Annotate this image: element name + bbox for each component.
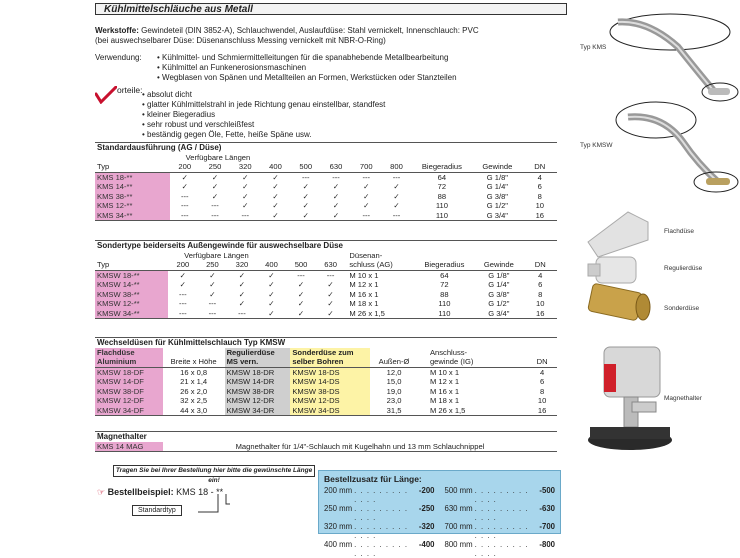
availability-mark: ✓ [332,182,340,191]
availability-mark: ✓ [242,191,249,201]
caption-regulierduese: Regulierdüse [664,265,703,272]
availability-mark: ✓ [297,289,305,299]
list-item: • sehr robust und verschleißfest [142,120,255,129]
werkstoffe-label: Werkstoffe: [95,26,139,35]
availability-mark: ✓ [181,182,188,191]
availability-mark: --- [362,172,371,182]
list-item: • Kühlmittel an Funkenerosionsmaschinen [157,63,307,72]
availability-mark: --- [180,201,189,210]
table-row: KMSW 14-** ✓ ✓ ✓ ✓ ✓ ✓ M 12 x 1 72 G 1/4" 6 [97,280,543,289]
kms-hose-image [610,14,738,101]
type-code: KMS 14-** [95,182,170,192]
length-code-row: 800 mm . . . . . . . . . . . . . -800 [444,540,555,558]
availability-mark: --- [297,270,305,280]
availability-mark: ✓ [179,280,187,289]
caption-kms: Typ KMS [580,44,607,51]
availability-mark: ✓ [272,201,279,210]
availability-mark: --- [326,270,335,280]
availability-mark: --- [198,309,228,319]
availability-mark: ✓ [272,191,279,201]
availability-mark: ✓ [211,182,219,191]
vorteile-label: orteile: [117,85,143,95]
availability-mark: ✓ [242,182,249,191]
flachduese-image [588,212,648,257]
caption-kmsw: Typ KMSW [580,142,613,149]
length-code-row: 500 mm . . . . . . . . . . . . . -500 [444,486,555,504]
availability-mark: ✓ [302,191,309,201]
availability-mark: ✓ [332,201,340,210]
magnethalter-code: KMS 14 MAG [95,442,163,452]
availability-mark: ✓ [297,299,305,308]
availability-mark: ✓ [316,309,346,319]
type-code: KMSW 18-** [95,270,168,280]
regulierduese-code: KMSW 14-DR [225,377,291,387]
availability-mark: ✓ [363,201,370,210]
section-title: Wechseldüsen für Kühlmittelschlauch Typ KMSW [95,338,557,348]
sondertype-table: Sondertype beiderseits Außengewinde für auswechselbare Düse Verfügbare Längen Düsenan- Typ 200 250 320 400 500 630 schluss (AG) Biegeradius Gewinde DN KMSW 18-** ✓ ✓ ✓ ✓ --- --- M 10 x 1 64 G 1/8" 4 KMSW 14-** ✓ ✓ ✓ ✓ ✓ ✓ M 12 x 1 72 G 1/4" 6 KMSW 38-** --- ✓ ✓ ✓ ✓ ✓ M 16 x 1 88 G 3/8" 8 KMSW 12-** --- --- ✓ ✓ ✓ ✓ M 18 x 1 110 G 1/2" 10 KMSW 34-** --- --- --- ✓ ✓ ✓ M 26 x 1,5 110 G 3/4" 16 [95,240,557,319]
vorteile-heading [95,86,143,104]
table-row: KMS 34-** --- --- --- ✓ ✓ ✓ --- --- 110 G 3/4" 16 [95,211,557,221]
availability-mark: --- [200,211,230,221]
availability-mark: ✓ [238,289,246,299]
typ-label: Typ [97,162,110,171]
section-title: Sondertype beiderseits Außengewinde für auswechselbare Düse [95,241,557,251]
vorteile-list [142,90,385,140]
bestellbeispiel: ☞ Bestellbeispiel: KMS 18 - ** [97,487,224,497]
flachduese-code: KMSW 34-DF [95,406,163,416]
wechselduesen-table: Wechseldüsen für Kühlmittelschlauch Typ KMSW Flachdüse Regulierdüse Sonderdüse zum Anschluss- Aluminium Breite x Höhe MS vern. selber Bohren Außen-Ø gewinde (IG) DN KMSW 18-DF 16 x 0,8 KMSW 18-DR KMSW 18-DS 12,0 M 10 x 1 4 KMSW 14-DF 21 x 1,4 KMSW 14-DR KMSW 14-DS 15,0 M 12 x 1 6 KMSW 38-DF 26 x 2,0 KMSW 38-DR KMSW 38-DS 19,0 M 16 x 1 8 KMSW 12-DF 32 x 2,5 KMSW 12-DR KMSW 12-DS 23,0 M 18 x 1 10 KMSW 34-DF 44 x 3,0 KMSW 34-DR KMSW 34-DS 31,5 M 26 x 1,5 16 [95,337,557,416]
laengen-label: Verfügbare Längen [185,152,251,162]
availability-mark: ✓ [332,191,340,201]
regulierduese-code: KMSW 34-DR [225,406,291,416]
availability-mark: ✓ [321,211,351,221]
checkmark-logo-icon [95,86,117,104]
regulierduese-code: KMSW 18-DR [225,367,291,377]
availability-mark: ✓ [393,201,400,210]
sonderduese-code: KMSW 34-DS [290,406,370,416]
regulierduese-code: KMSW 12-DR [225,396,291,406]
list-item: • Wegblasen von Spänen und Metallteilen an Formen, Werkstücken oder Stanzteilen [157,73,457,82]
length-code-row: 400 mm . . . . . . . . . . . . . -400 [324,540,435,558]
availability-mark: ✓ [272,182,279,191]
table-row: KMSW 18-DF 16 x 0,8 KMSW 18-DR KMSW 18-DS 12,0 M 10 x 1 4 [97,367,545,377]
availability-mark: ✓ [327,289,334,299]
availability-mark: ✓ [297,280,305,289]
sonderduese-code: KMSW 14-DS [290,377,370,387]
availability-mark: ✓ [363,191,370,201]
sonderduese-code: KMSW 12-DS [290,396,370,406]
table-row: KMS 14-** ✓ ✓ ✓ ✓ ✓ ✓ ✓ ✓ 72 G 1/4" 6 [97,182,542,191]
availability-mark: ✓ [272,172,279,182]
magnethalter-image [588,347,672,450]
availability-mark: --- [179,299,187,308]
type-code: KMS 38-** [95,192,170,202]
availability-mark: ✓ [181,172,188,182]
availability-mark: ✓ [238,280,246,289]
werkstoffe-text: Gewindeteil (DIN 3852-A), Schlauchwendel, Auslaufdüse: Stahl vernickelt, Innenschlauch: PVC [141,26,479,35]
flachduese-code: KMSW 12-DF [95,396,163,406]
werkstoffe-text-2: (bei auswechselbarer Düse: Düsenanschluss Messing vernickelt mit NBR-O-Ring) [95,36,386,45]
bestellzusatz-box [318,470,561,558]
kmsw-hose-image [616,102,738,192]
table-row: KMSW 38-DF 26 x 2,0 KMSW 38-DR KMSW 38-DS 19,0 M 16 x 1 8 [97,386,545,396]
product-images [568,2,740,472]
section-title: Magnethalter [95,432,557,442]
availability-mark: ✓ [327,280,334,289]
availability-mark: ✓ [327,299,334,308]
availability-mark: --- [179,289,187,299]
availability-mark: ✓ [260,211,290,221]
table-row: KMSW 18-** ✓ ✓ ✓ ✓ --- --- M 10 x 1 64 G 1/8" 4 [97,270,543,280]
availability-mark: --- [392,172,401,182]
table-row: KMSW 34-** --- --- --- ✓ ✓ ✓ M 26 x 1,5 110 G 3/4" 16 [95,309,557,319]
standardtyp-box: Standardtyp [132,505,182,516]
verwendung-label: Verwendung: [95,53,142,62]
availability-mark: ✓ [286,309,316,319]
availability-mark: ✓ [302,182,309,191]
availability-mark: --- [170,211,200,221]
availability-mark: ✓ [238,299,246,308]
availability-mark: ✓ [393,191,400,201]
flachduese-code: KMSW 14-DF [95,377,163,387]
sonderduese-code: KMSW 38-DS [290,387,370,397]
werkstoffe-block [95,26,479,46]
length-code-row: 700 mm . . . . . . . . . . . . . -700 [444,522,555,540]
type-code: KMS 18-** [95,172,170,182]
availability-mark: ✓ [242,201,249,210]
availability-mark: --- [168,309,198,319]
availability-mark: ✓ [242,172,249,182]
length-code-row: 200 mm . . . . . . . . . . . . . -200 [324,486,435,504]
availability-mark: --- [381,211,411,221]
availability-mark: --- [180,191,189,201]
availability-mark: --- [351,211,381,221]
availability-mark: ✓ [268,280,275,289]
availability-mark: --- [230,211,260,221]
pointing-hand-icon: ☞ [97,487,106,497]
list-item: • kleiner Biegeradius [142,110,216,119]
table-row: KMS 18-** ✓ ✓ ✓ ✓ --- --- --- --- 64 G 1/8" 4 [97,172,542,182]
table-row: KMSW 34-DF 44 x 3,0 KMSW 34-DR KMSW 34-DS 31,5 M 26 x 1,5 16 [95,406,557,416]
verwendung-list [157,53,457,83]
length-code-row: 630 mm . . . . . . . . . . . . . -630 [444,504,555,522]
type-code: KMS 34-** [95,211,170,221]
type-code: KMSW 34-** [95,309,168,319]
order-connector-lines [100,476,230,526]
list-item: • glatter Kühlmittelstrahl in jede Richtung genau einstellbar, standfest [142,100,386,109]
sonderduese-code: KMSW 18-DS [290,367,370,377]
type-code: KMSW 38-** [95,290,168,300]
type-code: KMSW 12-** [95,299,168,309]
table-row: KMS 38-** --- ✓ ✓ ✓ ✓ ✓ ✓ ✓ 88 G 3/8" 8 [97,191,542,201]
flachduese-code: KMSW 38-DF [95,387,163,397]
availability-mark: --- [208,299,217,308]
caption-magnethalter: Magnethalter [664,395,702,402]
bestellzusatz-title: Bestellzusatz für Länge: [324,474,422,484]
caption-sonderduese: Sonderdüse [664,305,700,312]
availability-mark: ✓ [268,299,275,308]
table-row: KMS 12-** --- --- ✓ ✓ ✓ ✓ ✓ ✓ 110 G 1/2" 10 [97,201,545,210]
standard-table: Standardausführung (AG / Düse) Verfügbare Längen Typ 200 250 320 400 500 630 700 800 Biegeradius Gewinde DN KMS 18-** ✓ ✓ ✓ ✓ --- --- --- --- 64 G 1/8" 4 KMS 14-** ✓ ✓ ✓ ✓ ✓ ✓ ✓ ✓ 72 G 1/4" 6 KMS 38-** --- ✓ ✓ ✓ ✓ ✓ ✓ ✓ 88 G 3/8" 8 KMS 12-** --- --- ✓ ✓ ✓ ✓ ✓ ✓ 110 G 1/2" 10 KMS 34-** --- --- --- ✓ ✓ ✓ --- --- 110 G 3/4" 16 [95,142,557,221]
type-code: KMS 12-** [95,201,170,211]
table-row: KMSW 12-DF 32 x 2,5 KMSW 12-DR KMSW 12-DS 23,0 M 18 x 1 10 [97,396,547,405]
availability-mark: ✓ [268,270,275,280]
list-item: • beständig gegen Öle, Fette, heiße Späne usw. [142,130,312,139]
caption-flachduese: Flachdüse [664,228,694,235]
availability-mark: ✓ [209,270,216,280]
list-item: • absolut dicht [142,90,192,99]
availability-mark: ✓ [179,270,187,280]
availability-mark: --- [301,172,310,182]
regulierduese-code: KMSW 38-DR [225,387,291,397]
availability-mark: --- [227,309,257,319]
availability-mark: --- [211,201,219,210]
sonderduese-image [588,283,650,321]
availability-mark: ✓ [257,309,287,319]
order-note: Tragen Sie bei Ihrer Bestellung hier bitte die gewünschte Länge ein! [113,465,315,477]
magnethalter-table [95,431,557,452]
table-row: KMSW 14-DF 21 x 1,4 KMSW 14-DR KMSW 14-DS 15,0 M 12 x 1 6 [97,377,545,386]
availability-mark: --- [332,172,340,182]
flachduese-code: KMSW 18-DF [95,367,163,377]
list-item: • Kühlmittel- und Schmiermittelleitungen für die spanabhebende Metallbearbeitung [157,53,449,62]
type-code: KMSW 14-** [95,280,168,290]
table-row: KMSW 38-** --- ✓ ✓ ✓ ✓ ✓ M 16 x 1 88 G 3/8" 8 [97,289,543,299]
availability-mark: ✓ [211,191,219,201]
availability-mark: ✓ [363,182,370,191]
length-code-row: 320 mm . . . . . . . . . . . . . -320 [324,522,435,540]
availability-mark: ✓ [209,280,216,289]
section-title: Standardausführung (AG / Düse) [95,143,557,153]
magnethalter-desc: Magnethalter für 1/4"-Schlauch mit Kugelhahn und 13 mm Schlauchnippel [235,441,485,451]
availability-mark: ✓ [238,270,246,280]
length-code-row: 250 mm . . . . . . . . . . . . . -250 [324,504,435,522]
availability-mark: ✓ [291,211,321,221]
availability-mark: ✓ [393,182,400,191]
table-row: KMSW 12-** --- --- ✓ ✓ ✓ ✓ M 18 x 1 110 G 1/2" 10 [97,299,545,308]
page-title: Kühlmittelschläuche aus Metall [95,3,567,15]
availability-mark: ✓ [211,172,219,182]
availability-mark: ✓ [268,289,275,299]
availability-mark: ✓ [302,201,309,210]
regulierduese-image [588,257,636,283]
availability-mark: ✓ [209,289,216,299]
